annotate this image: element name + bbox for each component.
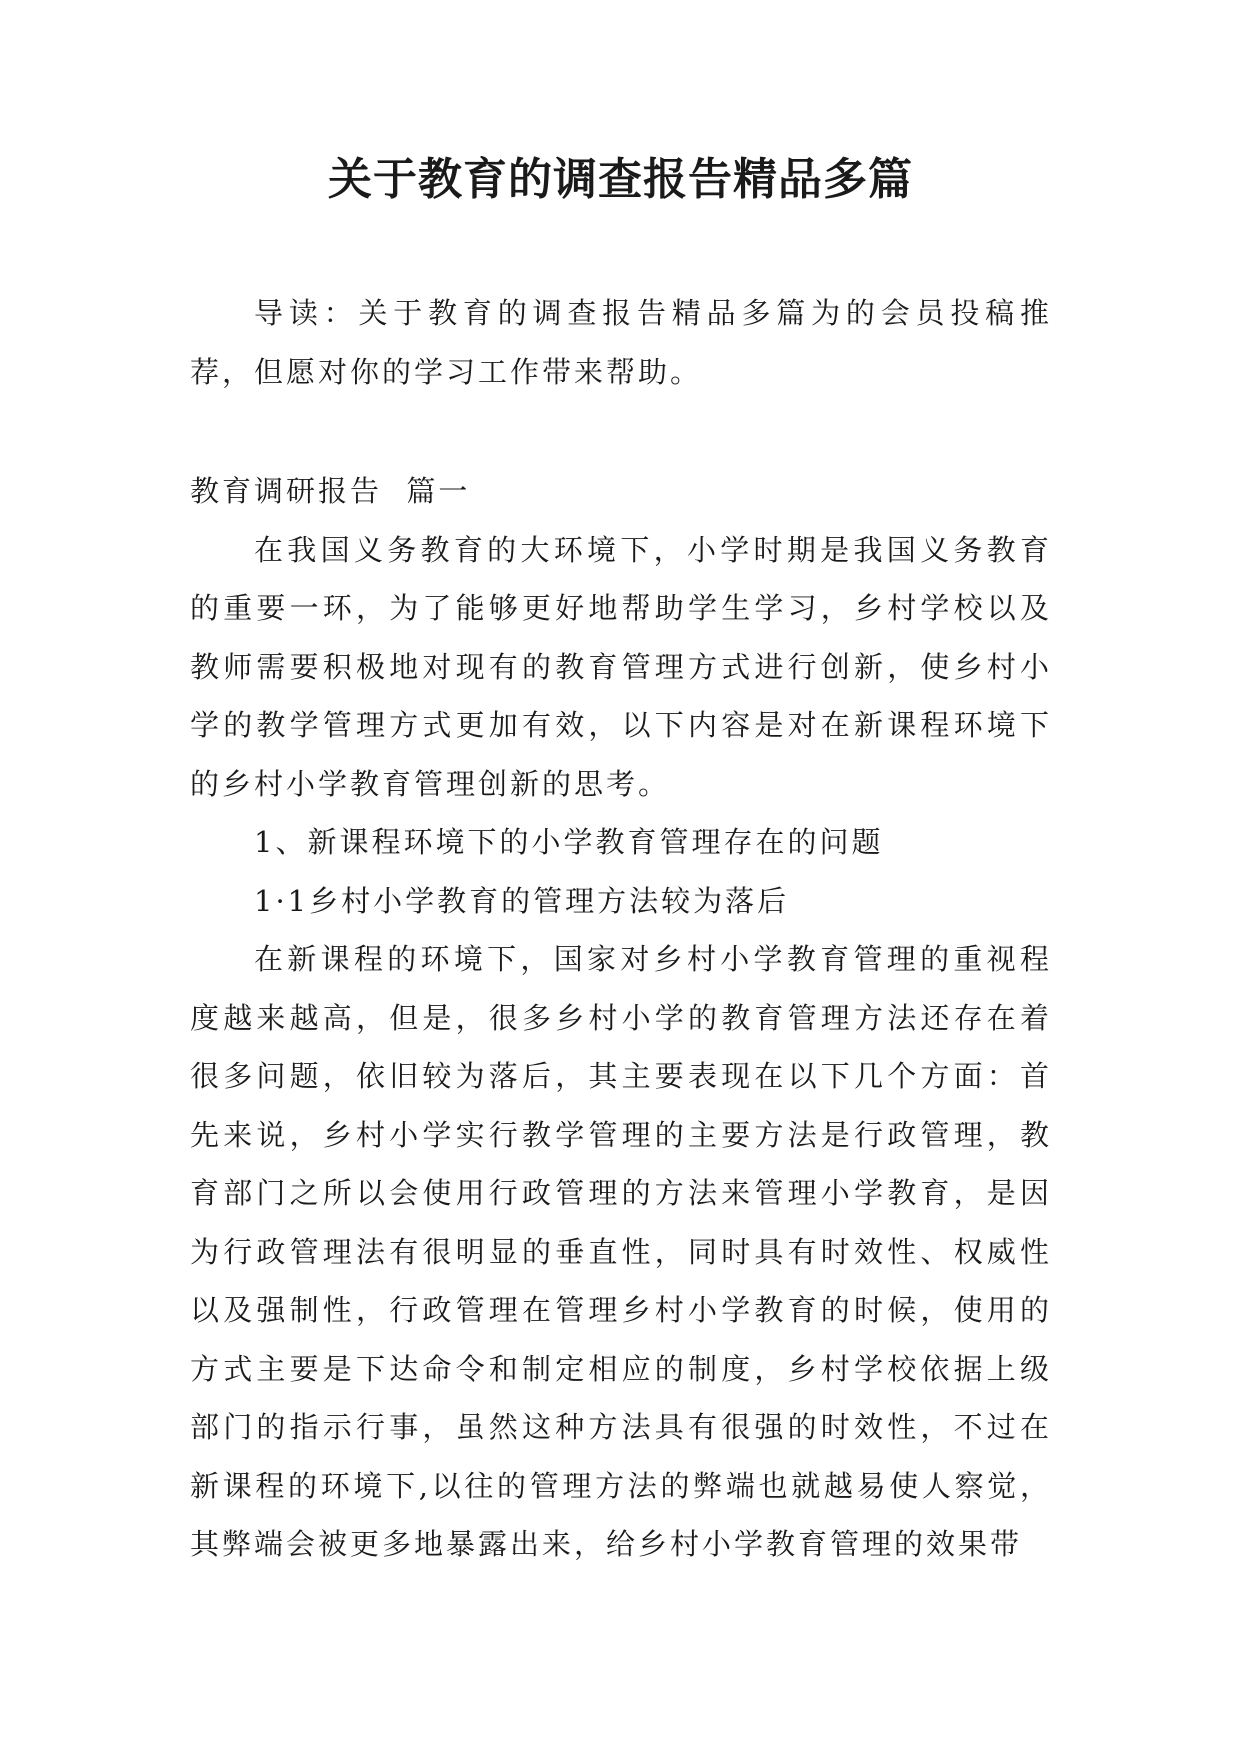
body-paragraph: 在我国义务教育的大环境下，小学时期是我国义务教育的重要一环，为了能够更好地帮助学生学习，乡村学校以及教师需要积极地对现有的教育管理方式进行创新，使乡村小学的教学管理方式更加有效，以下内容是对在新课程环境下的乡村小学教育管理创新的思考。 — [190, 532, 1052, 801]
document-body — [190, 462, 1052, 1574]
intro-paragraph: 导读：关于教育的调查报告精品多篇为的会员投稿推荐，但愿对你的学习工作带来帮助。 — [190, 296, 1052, 389]
subheading-1-1: 1·1乡村小学教育的管理方法较为落后 — [254, 883, 790, 918]
body-paragraph: 在新课程的环境下，国家对乡村小学教育管理的重视程度越来越高，但是，很多乡村小学的教育管理方法还存在着很多问题，依旧较为落后，其主要表现在以下几个方面：首先来说，乡村小学实行教学管理的主要方法是行政管理，教育部门之所以会使用行政管理的方法来管理小学教育，是因为行政管理法有很明显的垂直性，同时具有时效性、权威性以及强制性，行政管理在管理乡村小学教育的时候，使用的方式主要是下达命令和制定相应的制度，乡村学校依据上级部门的指示行事，虽然这种方法具有很强的时效性，不过在新课程的环境下,以往的管理方法的弊端也就越易使人察觉，其弊端会被更多地暴露出来，给乡村小学教育管理的效果带 — [190, 942, 1052, 1561]
document-title: 关于教育的调查报告精品多篇 — [328, 154, 913, 205]
subheading-1: 1、新课程环境下的小学教育管理存在的问题 — [254, 825, 884, 859]
section-heading: 教育调研报告 篇一 — [190, 474, 471, 508]
